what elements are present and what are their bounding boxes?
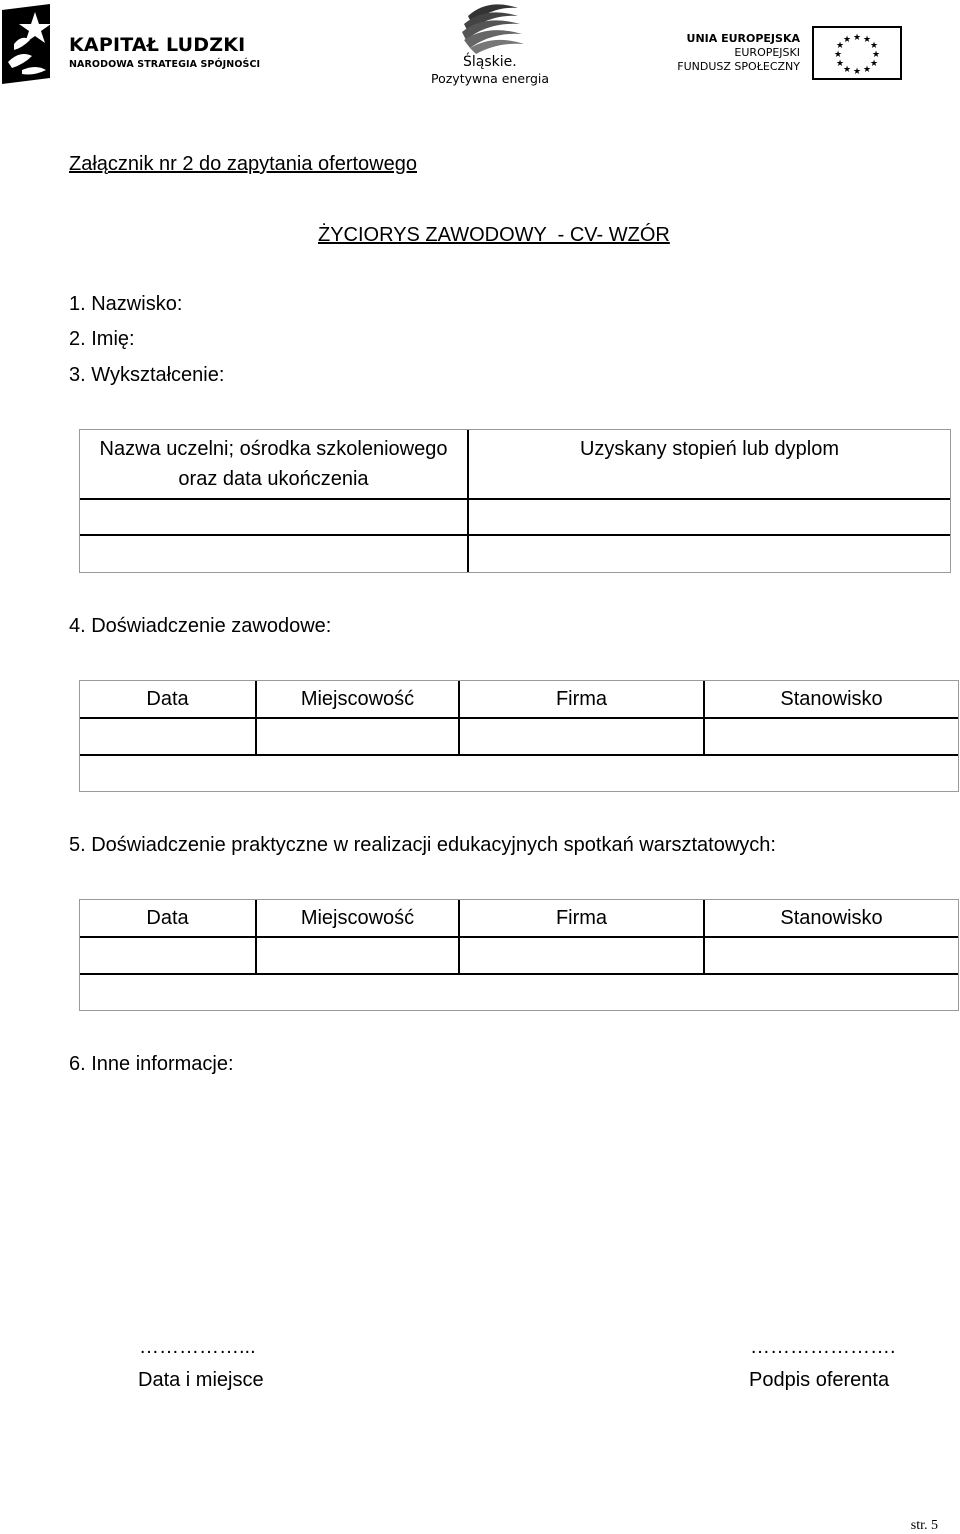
cv-title: ŻYCIORYS ZAWODOWY - CV- WZÓR <box>318 224 670 246</box>
education-table <box>79 429 951 573</box>
svg-text:★: ★ <box>869 41 879 51</box>
col-header-miejscowosc: Miejscowość <box>257 900 460 938</box>
svg-text:★: ★ <box>842 65 852 75</box>
col-header-data: Data <box>80 681 257 719</box>
table-cell[interactable] <box>80 975 958 1010</box>
table-header-row <box>80 430 950 500</box>
table-cell[interactable] <box>257 938 460 975</box>
svg-text:★: ★ <box>852 67 862 77</box>
table-cell[interactable] <box>469 536 950 572</box>
logo-kapital-ludzki <box>2 4 262 84</box>
table-cell[interactable] <box>705 719 958 756</box>
edu-col-institution-line2: oraz data ukończenia <box>178 468 369 490</box>
section-practical-experience: 5. Doświadczenie praktyczne w realizacji edukacyjnych spotkań warsztatowych: <box>69 834 776 856</box>
logo-kl-subtitle: NARODOWA STRATEGIA SPÓJNOŚCI <box>69 59 261 70</box>
field-nazwisko: 1. Nazwisko: <box>69 293 183 315</box>
section-other-info: 6. Inne informacje: <box>69 1053 234 1075</box>
table-row <box>80 938 958 975</box>
field-wyksztalcenie: 3. Wykształcenie: <box>69 364 225 386</box>
table-cell[interactable] <box>80 938 257 975</box>
signature-sign-dots: …………………. <box>750 1336 896 1358</box>
kapital-ludzki-emblem-icon <box>2 4 58 84</box>
svg-text:★: ★ <box>862 35 872 45</box>
table-row <box>80 975 958 1010</box>
signature-date-label: Data i miejsce <box>138 1369 264 1391</box>
table-cell[interactable] <box>705 938 958 975</box>
table-row <box>80 756 958 791</box>
logo-slaskie-name: Śląskie. <box>463 54 517 70</box>
col-header-data: Data <box>80 900 257 938</box>
table-header-row <box>80 681 958 719</box>
table-row <box>80 500 950 536</box>
eu-flag-icon <box>812 26 902 80</box>
slaskie-waves-icon <box>458 2 528 54</box>
logo-slaskie-tagline: Pozytywna energia <box>431 71 550 86</box>
section-work-experience: 4. Doświadczenie zawodowe: <box>69 615 332 637</box>
table-cell[interactable] <box>80 500 469 536</box>
edu-col-degree: Uzyskany stopień lub dyplom <box>469 430 950 500</box>
col-header-stanowisko: Stanowisko <box>705 681 958 719</box>
svg-text:★: ★ <box>835 41 845 51</box>
table-cell[interactable] <box>257 719 460 756</box>
logo-unia-europejska <box>660 26 902 80</box>
signature-sign-label: Podpis oferenta <box>749 1369 890 1391</box>
svg-text:★: ★ <box>862 65 872 75</box>
col-header-stanowisko: Stanowisko <box>705 900 958 938</box>
attachment-title: Załącznik nr 2 do zapytania ofertowego <box>69 153 417 175</box>
table-cell[interactable] <box>469 500 950 536</box>
edu-col-institution <box>80 430 469 500</box>
col-header-firma: Firma <box>460 900 705 938</box>
logo-kl-title: KAPITAŁ LUDZKI <box>69 34 246 56</box>
svg-text:★: ★ <box>869 59 879 69</box>
svg-text:★: ★ <box>842 35 852 45</box>
table-row <box>80 536 950 572</box>
table-cell[interactable] <box>460 938 705 975</box>
col-header-miejscowosc: Miejscowość <box>257 681 460 719</box>
table-cell[interactable] <box>80 536 469 572</box>
table-cell[interactable] <box>80 756 958 791</box>
table-cell[interactable] <box>80 719 257 756</box>
svg-text:★: ★ <box>871 50 881 60</box>
table-header-row <box>80 900 958 938</box>
work-experience-table <box>79 680 959 792</box>
logo-slaskie <box>425 2 565 88</box>
table-row <box>80 719 958 756</box>
signature-date-dots: ……………... <box>139 1336 256 1358</box>
svg-text:★: ★ <box>835 59 845 69</box>
table-cell[interactable] <box>460 719 705 756</box>
edu-col-institution-line1: Nazwa uczelni; ośrodka szkoleniowego <box>99 438 448 460</box>
field-imie: 2. Imię: <box>69 328 135 350</box>
page-number: str. 5 <box>910 1518 938 1533</box>
logo-ue-line2: EUROPEJSKI <box>734 46 800 59</box>
practical-experience-table <box>79 899 959 1011</box>
col-header-firma: Firma <box>460 681 705 719</box>
svg-text:★: ★ <box>833 50 843 60</box>
logo-ue-line1: UNIA EUROPEJSKA <box>686 32 800 45</box>
svg-text:★: ★ <box>852 33 862 43</box>
logo-ue-line3: FUNDUSZ SPOŁECZNY <box>677 60 800 73</box>
